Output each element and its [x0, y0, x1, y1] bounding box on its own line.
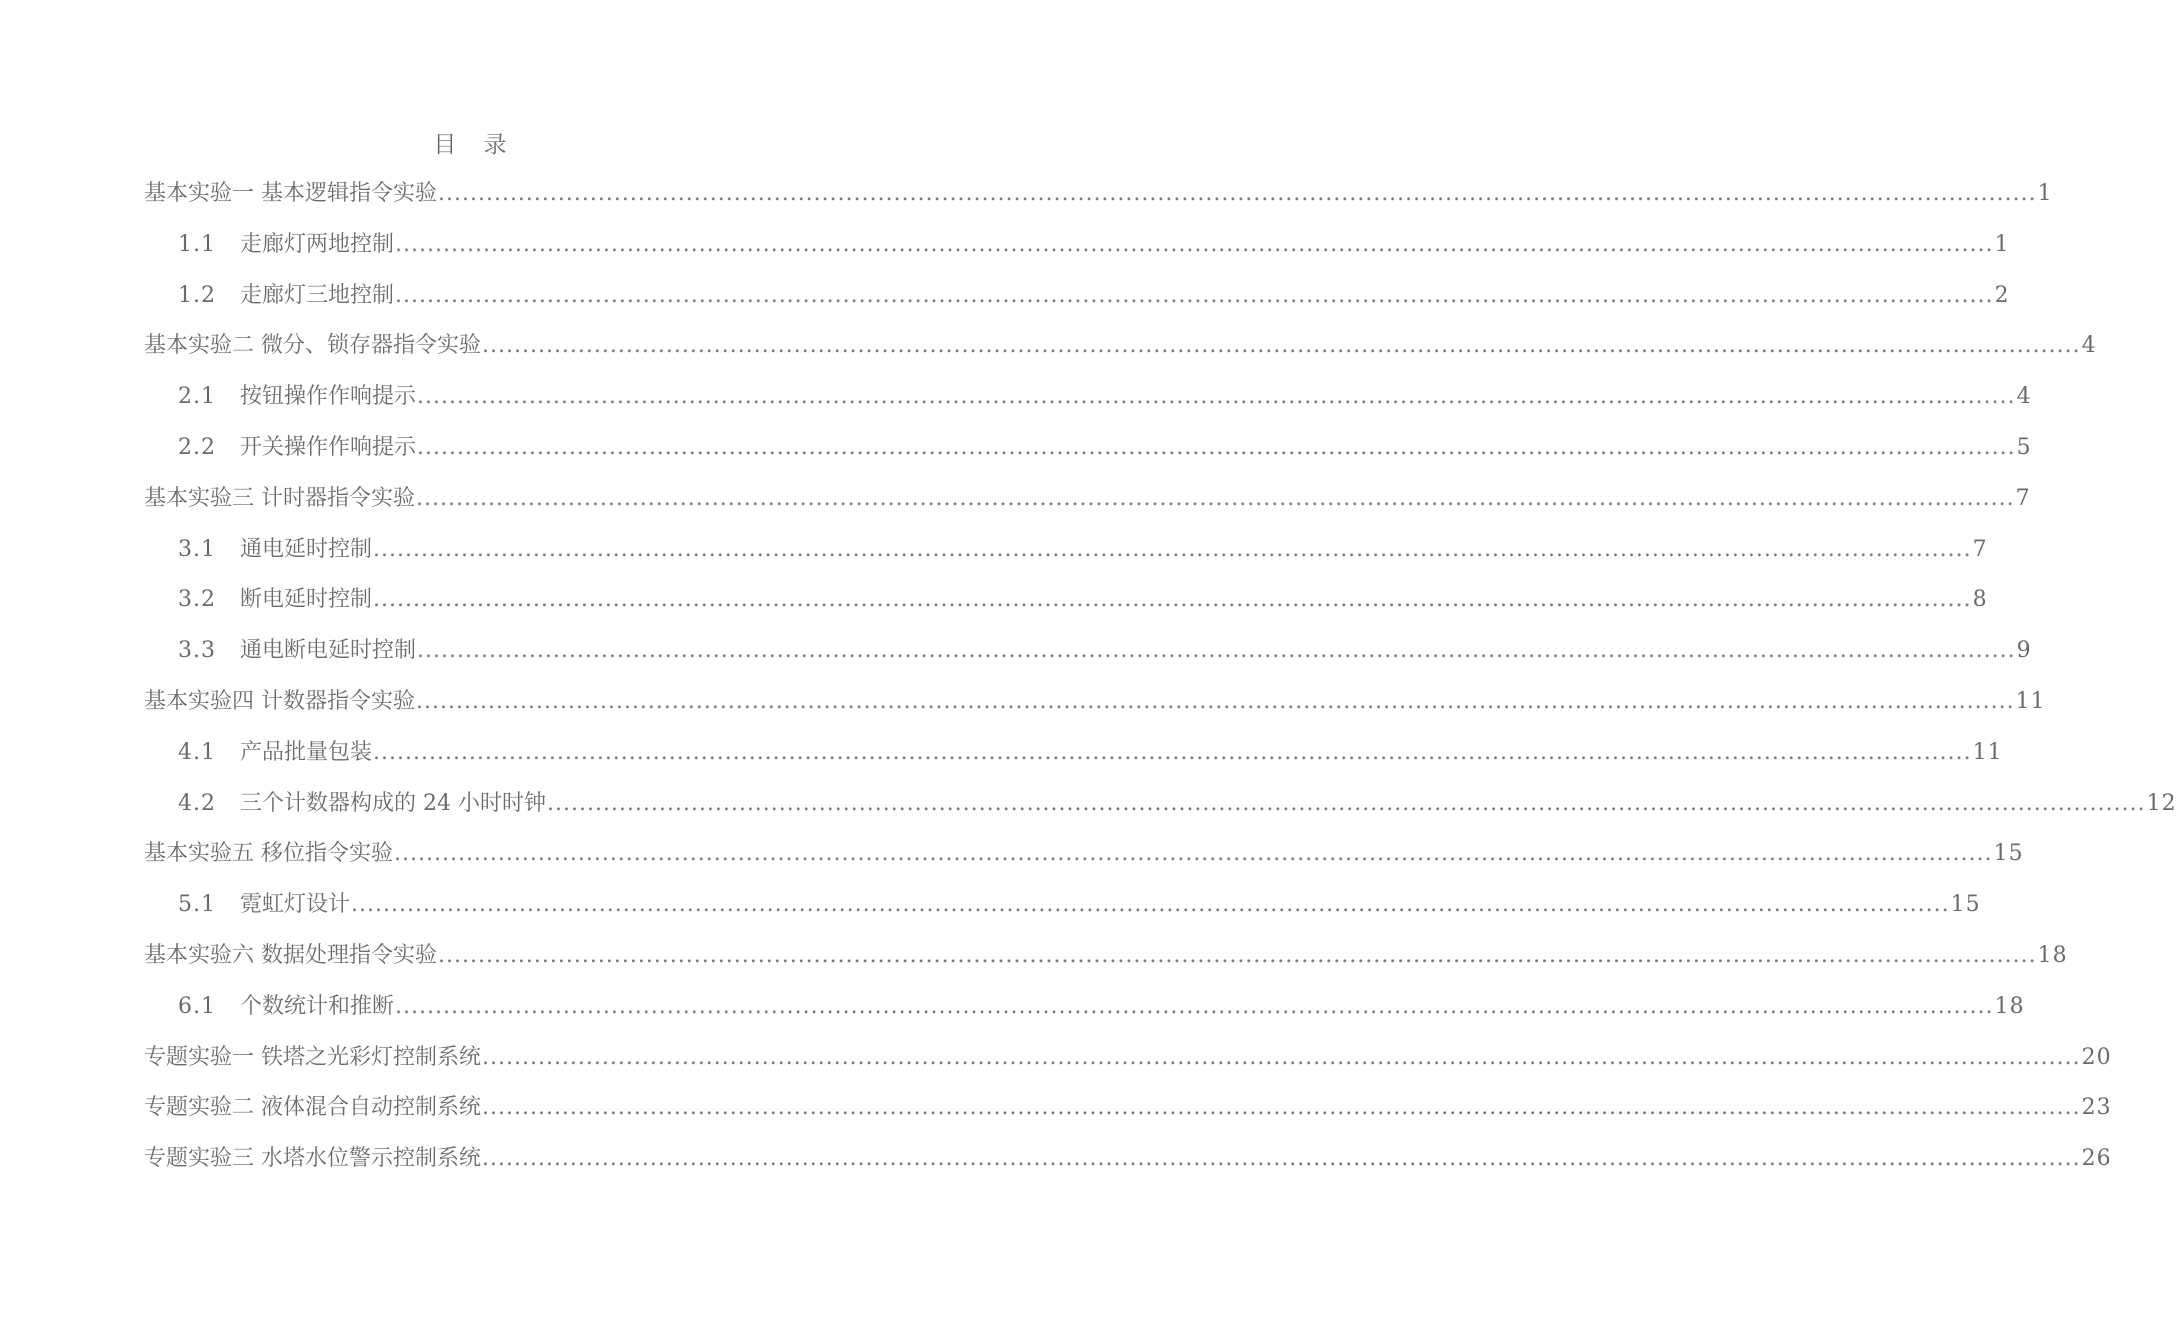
toc-dot-leader: ........................................................................................................................................................................................................	[394, 841, 1993, 867]
toc-title: 目 录	[433, 132, 517, 158]
toc-page-number: 4	[2016, 384, 2032, 410]
toc-entry-number: 1.2	[178, 282, 216, 308]
toc-chapter-entry[interactable]	[144, 829, 2024, 880]
toc-dot-leader: ........................................................................................................................................................................................................	[373, 587, 1972, 613]
toc-dot-leader: ........................................................................................................................................................................................................	[546, 790, 2146, 816]
toc-page-number: 1	[1994, 231, 2010, 257]
toc-page-number: 18	[2037, 942, 2068, 968]
toc-entry-number: 3.2	[178, 587, 216, 613]
toc-dot-leader: ........................................................................................................................................................................................................	[395, 282, 1994, 308]
toc-section-entry[interactable]	[144, 423, 2032, 474]
toc-entry-text: 专题实验二 液体混合自动控制系统	[144, 1095, 481, 1121]
toc-entry-text: 通电延时控制	[240, 536, 373, 562]
toc-entry-number: 6.1	[178, 993, 216, 1019]
toc-dot-leader: ........................................................................................................................................................................................................	[438, 181, 2037, 206]
toc-entry-number: 5.1	[178, 892, 216, 918]
toc-page-number: 18	[1994, 993, 2025, 1019]
toc-dot-leader: ........................................................................................................................................................................................................	[373, 739, 1972, 765]
toc-page-number: 15	[1950, 892, 1981, 918]
toc-entry-text: 基本实验四 计数器指令实验	[144, 688, 415, 714]
toc-dot-leader: ........................................................................................................................................................................................................	[373, 536, 1972, 562]
toc-dot-leader: ........................................................................................................................................................................................................	[482, 1044, 2081, 1070]
toc-chapter-entry[interactable]	[144, 321, 2097, 372]
toc-entry-text: 专题实验一 铁塔之光彩灯控制系统	[144, 1044, 481, 1070]
toc-entry-number: 4.2	[178, 790, 216, 816]
toc-dot-leader: ........................................................................................................................................................................................................	[395, 993, 1994, 1019]
toc-dot-leader: ........................................................................................................................................................................................................	[417, 434, 2016, 460]
toc-dot-leader: ........................................................................................................................................................................................................	[416, 688, 2015, 714]
toc-entry-text: 霓虹灯设计	[240, 892, 351, 918]
toc-page-number: 20	[2081, 1044, 2112, 1070]
toc-entry-text: 基本实验五 移位指令实验	[144, 841, 393, 867]
toc-entry-number: 3.3	[178, 638, 216, 664]
toc-section-entry[interactable]	[144, 982, 2025, 1033]
toc-section-entry[interactable]	[144, 880, 1981, 931]
toc-entry-text: 产品批量包装	[240, 739, 373, 765]
toc-entry-number: 3.1	[178, 536, 216, 562]
toc-chapter-entry[interactable]	[144, 474, 2031, 525]
toc-dot-leader: ........................................................................................................................................................................................................	[482, 333, 2081, 359]
toc-entry-text: 基本实验三 计时器指令实验	[144, 485, 415, 511]
toc-dot-leader: ........................................................................................................................................................................................................	[482, 1146, 2081, 1172]
toc-dot-leader: ........................................................................................................................................................................................................	[417, 638, 2016, 664]
toc-dot-leader: ........................................................................................................................................................................................................	[438, 942, 2037, 968]
toc-dot-leader: ........................................................................................................................................................................................................	[416, 485, 2015, 511]
toc-page-number: 5	[2016, 434, 2032, 460]
toc-page-number: 23	[2081, 1095, 2112, 1121]
toc-entry-text: 专题实验三 水塔水位警示控制系统	[144, 1146, 481, 1172]
toc-section-entry[interactable]	[144, 575, 1988, 626]
toc-page-number: 1	[2037, 181, 2053, 206]
toc-page-number: 15	[1993, 841, 2024, 867]
toc-entry-text: 三个计数器构成的 24 小时时钟	[240, 790, 546, 816]
toc-section-entry[interactable]	[144, 271, 2010, 322]
toc-entry-text: 个数统计和推断	[240, 993, 395, 1019]
toc-section-entry[interactable]	[144, 779, 2177, 830]
toc-entry-text: 按钮操作作响提示	[240, 384, 417, 410]
toc-section-entry[interactable]	[144, 525, 1988, 576]
toc-dot-leader: ........................................................................................................................................................................................................	[395, 231, 1994, 257]
toc-page-number: 8	[1972, 587, 1988, 613]
toc-list	[144, 169, 2177, 1185]
toc-section-entry[interactable]	[144, 220, 2010, 271]
toc-entry-number: 2.2	[178, 434, 216, 460]
toc-page-number: 7	[2015, 485, 2031, 511]
toc-entry-number: 2.1	[178, 384, 216, 410]
toc-entry-text: 基本实验二 微分、锁存器指令实验	[144, 333, 481, 359]
toc-dot-leader: ........................................................................................................................................................................................................	[482, 1095, 2081, 1121]
toc-chapter-entry[interactable]	[144, 1134, 2112, 1185]
toc-entry-number: 1.1	[178, 231, 216, 257]
toc-entry-text: 基本实验六 数据处理指令实验	[144, 942, 437, 968]
toc-entry-text: 基本实验一 基本逻辑指令实验	[144, 181, 437, 206]
toc-page-number: 7	[1972, 536, 1988, 562]
toc-chapter-entry[interactable]	[144, 677, 2046, 728]
toc-section-entry[interactable]	[144, 372, 2032, 423]
toc-entry-text: 走廊灯两地控制	[240, 231, 395, 257]
toc-chapter-entry[interactable]	[144, 169, 2053, 220]
toc-entry-text: 走廊灯三地控制	[240, 282, 395, 308]
toc-dot-leader: ........................................................................................................................................................................................................	[417, 384, 2016, 410]
toc-section-entry[interactable]	[144, 728, 2003, 779]
toc-page-number: 12	[2146, 790, 2177, 816]
toc-page-number: 11	[2015, 688, 2046, 714]
toc-page-number: 9	[2016, 638, 2032, 664]
toc-entry-text: 通电断电延时控制	[240, 638, 417, 664]
toc-section-entry[interactable]	[144, 626, 2032, 677]
toc-entry-text: 开关操作作响提示	[240, 434, 417, 460]
toc-chapter-entry[interactable]	[144, 931, 2068, 982]
toc-entry-text: 断电延时控制	[240, 587, 373, 613]
toc-entry-number: 4.1	[178, 739, 216, 765]
toc-chapter-entry[interactable]	[144, 1083, 2112, 1134]
toc-chapter-entry[interactable]	[144, 1033, 2112, 1084]
toc-page-number: 26	[2081, 1146, 2112, 1172]
toc-page-number: 2	[1994, 282, 2010, 308]
toc-page-number: 4	[2081, 333, 2097, 359]
toc-dot-leader: ........................................................................................................................................................................................................	[351, 892, 1950, 918]
toc-page-number: 11	[1972, 739, 2003, 765]
